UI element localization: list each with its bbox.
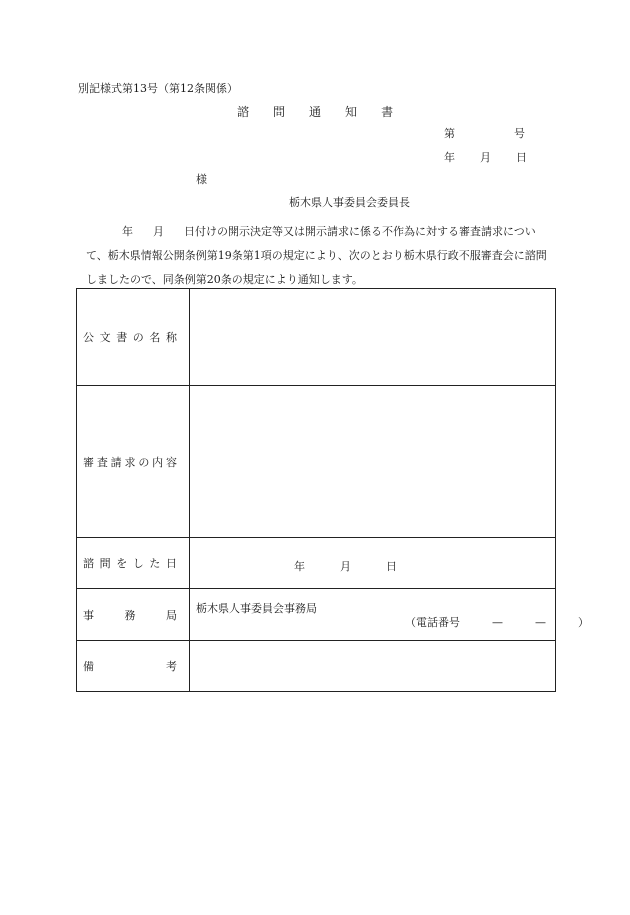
label-char: 事 bbox=[83, 608, 94, 622]
label-char: 務 bbox=[124, 608, 136, 622]
title-char: 通 bbox=[309, 105, 322, 119]
label-char: た bbox=[149, 557, 161, 570]
label-char: 査 bbox=[96, 455, 108, 469]
phone-dash: — bbox=[492, 616, 503, 629]
row-label-inquiry-date bbox=[77, 538, 190, 589]
label-char: 文 bbox=[99, 331, 111, 344]
table-row bbox=[77, 289, 556, 386]
office-field bbox=[190, 589, 589, 641]
form-number: 別記様式第13号（第12条関係） bbox=[78, 82, 238, 95]
sender: 栃木県人事委員会委員長 bbox=[289, 196, 410, 209]
phone-close: ） bbox=[578, 616, 589, 629]
label-char: 備 bbox=[83, 660, 94, 673]
label-char: 問 bbox=[99, 557, 111, 570]
row-label-document-name bbox=[77, 289, 190, 386]
label-char: 諮 bbox=[83, 557, 94, 570]
date-month-label: 月 bbox=[480, 151, 491, 164]
label-char: 日 bbox=[165, 557, 177, 570]
title-char: 諮 bbox=[237, 105, 250, 119]
label-char: 請 bbox=[110, 455, 122, 469]
title-char: 問 bbox=[273, 105, 286, 119]
request-content-field[interactable] bbox=[190, 386, 556, 538]
phone-number bbox=[405, 617, 589, 628]
label-char: 局 bbox=[166, 608, 177, 622]
remarks-field[interactable] bbox=[190, 641, 556, 692]
body-month: 月 bbox=[153, 225, 164, 238]
label-char: 内 bbox=[152, 455, 164, 469]
inquiry-details-table bbox=[76, 288, 589, 692]
label-char: 審 bbox=[83, 455, 94, 469]
date-year-label: 年 bbox=[444, 151, 455, 164]
label-char: し bbox=[132, 557, 144, 570]
label-char: 考 bbox=[166, 660, 177, 673]
table-row bbox=[77, 538, 556, 589]
label-char: 公 bbox=[83, 331, 94, 344]
label-char: 書 bbox=[116, 331, 128, 344]
label-char: の bbox=[138, 455, 150, 469]
date-day-label: 日 bbox=[516, 151, 527, 164]
label-char: 称 bbox=[165, 331, 177, 344]
inquiry-month-label: 月 bbox=[340, 560, 351, 573]
row-label-remarks bbox=[77, 641, 190, 692]
title-char: 知 bbox=[345, 105, 358, 119]
addressee: 様 bbox=[196, 173, 207, 186]
inquiry-date-field[interactable] bbox=[190, 538, 556, 589]
table-row bbox=[77, 589, 556, 641]
inquiry-day-label: 日 bbox=[386, 560, 397, 573]
number-prefix: 第 bbox=[444, 127, 455, 140]
label-char: 容 bbox=[165, 455, 177, 469]
document-name-field[interactable] bbox=[190, 289, 556, 386]
body-text: 日付けの開示決定等又は開示請求に係る不作為に対する審査請求について、栃木県情報公開条例第19条第1項の規定により、次のとおり栃木県行政不服審査会に諮問しましたので、同条例第20条の規定により通知します。 bbox=[86, 225, 547, 286]
label-char: 求 bbox=[124, 455, 136, 469]
office-name: 栃木県人事委員会事務局 bbox=[196, 602, 317, 615]
document-number-line bbox=[444, 128, 525, 139]
label-char: 名 bbox=[149, 331, 161, 344]
row-label-request-content bbox=[77, 386, 190, 538]
table-row bbox=[77, 386, 556, 538]
phone-open: （電話番号 bbox=[405, 616, 460, 629]
notice-body bbox=[86, 220, 556, 292]
table-row bbox=[77, 641, 556, 692]
phone-dash: — bbox=[535, 616, 546, 629]
body-year: 年 bbox=[122, 225, 133, 238]
number-suffix: 号 bbox=[514, 127, 525, 140]
inquiry-year-label: 年 bbox=[294, 560, 305, 573]
label-char: の bbox=[132, 331, 144, 344]
title-char: 書 bbox=[381, 105, 394, 119]
document-date-line bbox=[444, 152, 527, 163]
label-char: を bbox=[116, 557, 128, 570]
document-title bbox=[237, 106, 393, 118]
row-label-office bbox=[77, 589, 190, 641]
